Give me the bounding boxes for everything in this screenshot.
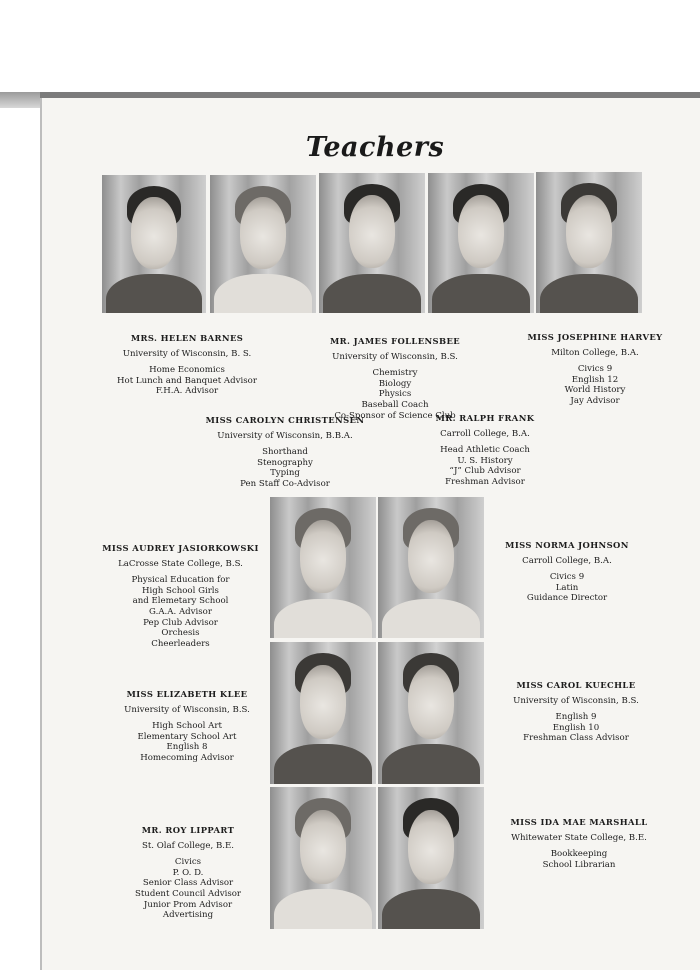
portrait-photo <box>270 642 376 784</box>
teacher-name: MISS NORMA JOHNSON <box>505 540 629 550</box>
teacher-duty: Elementary School Art <box>137 731 237 742</box>
teacher-duty: Cheerleaders <box>151 638 210 649</box>
teacher-duty: Guidance Director <box>526 593 608 604</box>
teacher-duty: U. S. History <box>457 455 513 466</box>
teacher-duty: Civics 9 <box>549 572 585 583</box>
teacher-school: Whitewater State College, B.E. <box>511 832 647 843</box>
teacher-school: University of Wisconsin, B. S. <box>122 348 252 359</box>
teacher-duty: G.A.A. Advisor <box>149 606 212 617</box>
teacher-entry <box>112 689 262 764</box>
teacher-entry <box>500 332 690 407</box>
teacher-name: MISS CAROLYN CHRISTENSEN <box>205 415 365 425</box>
scan-background <box>0 0 700 90</box>
teacher-school: St. Olaf College, B.E. <box>141 840 235 851</box>
portrait-photo <box>210 175 316 313</box>
teacher-entry <box>496 817 662 870</box>
teacher-duty: Pep Club Advisor <box>143 617 218 628</box>
teacher-entry <box>118 825 258 921</box>
teacher-duty: P. O. D. <box>172 867 204 878</box>
teacher-duty: High School Girls <box>142 585 219 596</box>
teacher-duty: Jay Advisor <box>570 395 620 406</box>
teacher-duty: Stenography <box>257 457 313 468</box>
teacher-duty: Advertising <box>162 910 214 921</box>
teacher-duty: Freshman Advisor <box>445 476 525 487</box>
teacher-school: University of Wisconsin, B.S. <box>332 351 458 362</box>
teacher-duty: English 8 <box>166 742 208 753</box>
portrait-photo <box>378 787 484 929</box>
teacher-duty: Head Athletic Coach <box>440 445 530 456</box>
teacher-duty: Civics <box>174 857 202 868</box>
teacher-name: MISS JOSEPHINE HARVEY <box>527 332 663 342</box>
portrait-photo <box>102 175 206 313</box>
teacher-school: LaCrosse State College, B.S. <box>118 558 243 569</box>
teacher-school: University of Wisconsin, B.S. <box>513 695 639 706</box>
teacher-duty: Physics <box>378 389 412 400</box>
teacher-name: MR. JAMES FOLLENSBEE <box>329 336 461 346</box>
teacher-duty: Biology <box>378 378 412 389</box>
teacher-duty: Typing <box>270 468 300 479</box>
page-edge <box>0 92 40 108</box>
teacher-duty: Latin <box>555 582 579 593</box>
teacher-school: Milton College, B.A. <box>551 347 639 358</box>
portrait-photo <box>378 497 484 638</box>
teacher-duty: Homecoming Advisor <box>140 752 234 763</box>
teacher-duty: Bookkeeping <box>550 849 608 860</box>
teacher-duty: Junior Prom Advisor <box>143 899 233 910</box>
teacher-duty: Baseball Coach <box>361 399 429 410</box>
teacher-entry <box>92 333 282 397</box>
portrait-photo <box>270 787 376 929</box>
teacher-duty: Physical Education for <box>131 575 230 586</box>
teacher-school: Carroll College, B.A. <box>440 428 530 439</box>
teacher-name: MISS AUDREY JASIORKOWSKI <box>102 543 259 553</box>
teacher-entry <box>496 680 656 744</box>
teacher-duty: World History <box>564 385 626 396</box>
portrait-photo <box>378 642 484 784</box>
teacher-duty: Senior Class Advisor <box>142 878 234 889</box>
teacher-duty: Pen Staff Co-Advisor <box>240 478 330 489</box>
portrait-photo <box>319 173 425 313</box>
teacher-duty: Shorthand <box>262 447 308 458</box>
teacher-name: MISS CAROL KUECHLE <box>516 680 636 690</box>
teacher-duty: Home Economics <box>149 365 225 376</box>
teacher-duty: English 9 <box>555 712 597 723</box>
teacher-school: University of Wisconsin, B.B.A. <box>217 430 353 441</box>
teacher-duty: High School Art <box>152 721 222 732</box>
portrait-photo <box>536 172 642 313</box>
page-title: Teachers <box>305 132 445 163</box>
portrait-photo <box>270 497 376 638</box>
teacher-duty: Freshman Class Advisor <box>523 733 629 744</box>
teacher-name: MISS ELIZABETH KLEE <box>126 689 248 699</box>
teacher-duty: and Elemetary School <box>132 596 229 607</box>
teacher-duty: Civics 9 <box>577 364 613 375</box>
teacher-entry <box>400 413 570 488</box>
teacher-name: MRS. HELEN BARNES <box>130 333 244 343</box>
teacher-duty: Student Council Advisor <box>134 888 242 899</box>
teacher-duty: F.H.A. Advisor <box>155 386 219 397</box>
teacher-name: MR. ROY LIPPART <box>141 825 235 835</box>
teacher-school: University of Wisconsin, B.S. <box>124 704 250 715</box>
teacher-school: Carroll College, B.A. <box>522 555 612 566</box>
teacher-entry <box>492 540 642 604</box>
teacher-duty: “J” Club Advisor <box>449 466 521 477</box>
teacher-name: MR. RALPH FRANK <box>435 413 535 423</box>
teacher-entry <box>185 415 385 490</box>
teacher-duty: Co-Sponsor of Science Club <box>334 410 456 421</box>
teacher-duty: School Librarian <box>542 859 616 870</box>
teacher-entry <box>300 336 490 421</box>
portrait-photo <box>428 173 534 313</box>
teacher-duty: Chemistry <box>372 368 418 379</box>
teacher-duty: Hot Lunch and Banquet Advisor <box>117 375 257 386</box>
teacher-name: MISS IDA MAE MARSHALL <box>510 817 648 827</box>
teacher-entry <box>98 543 263 649</box>
teacher-duty: Orchesis <box>161 628 200 639</box>
teacher-duty: English 10 <box>552 722 600 733</box>
teacher-duty: English 12 <box>571 374 619 385</box>
